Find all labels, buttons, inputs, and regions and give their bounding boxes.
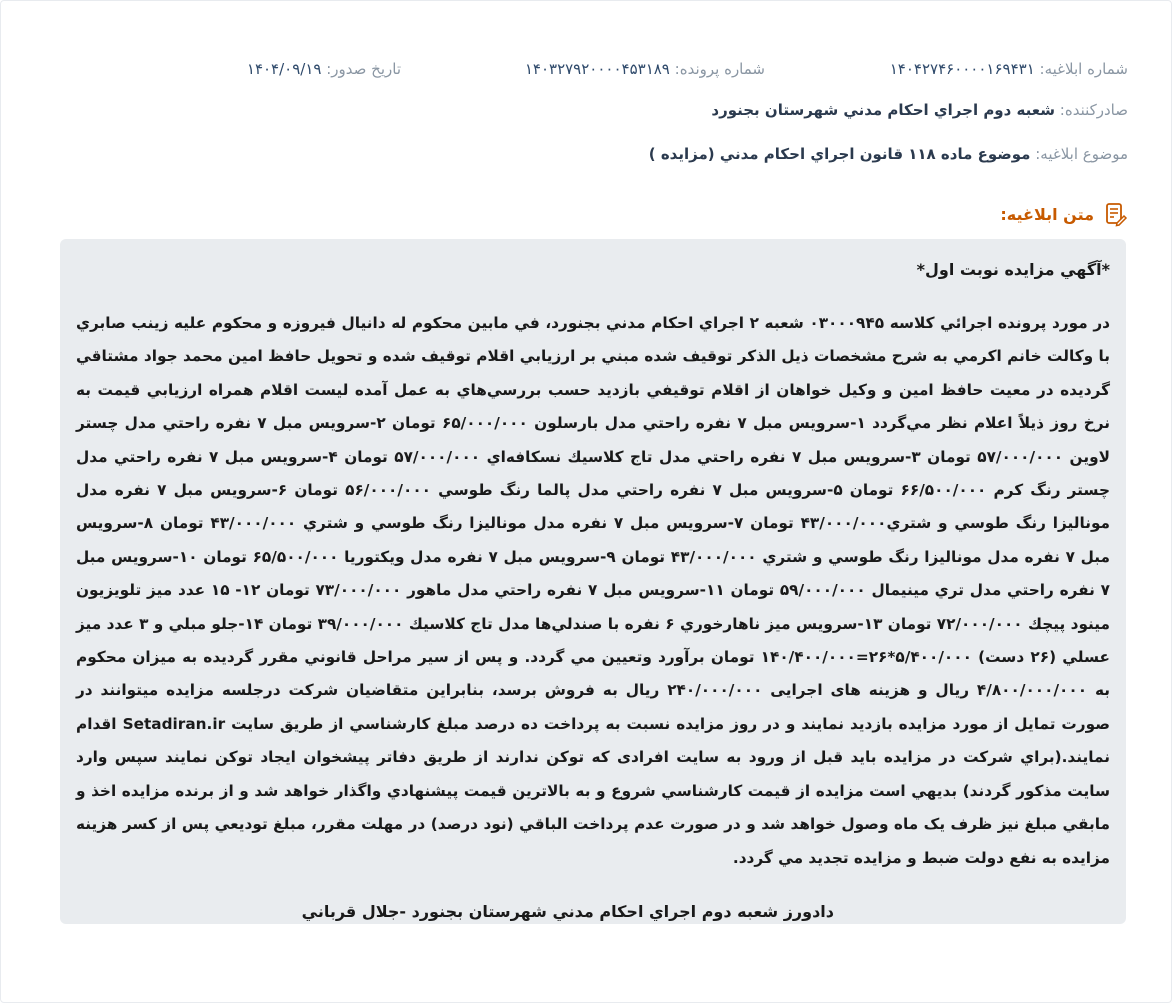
subject-row: [46, 143, 1128, 165]
notice-signature: دادورز شعبه دوم اجراي احكام مدني شهرستان بجنورد -جلال قرباني: [301, 901, 834, 921]
notice-text-box: [60, 239, 1126, 924]
issuer-row: [46, 99, 1128, 121]
issue-date-value: ۱۴۰۴/۰۹/۱۹: [246, 60, 322, 78]
subject-value: موضوع ماده ۱۱۸ قانون اجراي احکام مدني (مزايده ): [648, 145, 1031, 163]
notice-number-label: شماره ابلاغيه:: [1039, 60, 1128, 78]
notice-heading: *آگهي مزايده نوبت اول*: [916, 260, 1110, 279]
case-number-value: ۱۴۰۳۲۷۹۲۰۰۰۰۴۵۳۱۸۹: [524, 60, 670, 78]
notice-number-value: ۱۴۰۴۲۷۴۶۰۰۰۰۱۶۹۴۳۱: [889, 60, 1035, 78]
issue-date-label: تاريخ صدور:: [326, 60, 401, 78]
issuer-value: شعبه دوم اجراي احكام مدني شهرستان بجنورد: [711, 101, 1055, 119]
case-number-label: شماره پرونده:: [674, 60, 765, 78]
notice-number: [890, 58, 1128, 80]
case-number: [525, 58, 765, 80]
notice-text-label: متن ابلاغیه:: [1000, 204, 1094, 224]
notice-document-icon: [1102, 201, 1128, 227]
issuer-label: صادرکننده:: [1059, 101, 1128, 119]
issue-date: [247, 58, 401, 80]
notice-text-title: [1000, 201, 1128, 227]
notice-body: در مورد پرونده اجرائي كلاسه ۰۳۰۰۰۹۴۵ شعبه ۲ اجراي احكام مدني بجنورد، في مابين محكوم له دانيال فيروزه و محكوم عليه زينب صابري با وكالت خانم اكرمي به شرح مشخصات ذيل الذكر توقيف شده مبني بر ارزيابي اقلام توقيف شده و تحويل حافظ امين محمد جواد مشتاقي گرديده در معيت حافظ امين و وكيل خواهان از اقلام توقيفي بازديد حسب بررسي‌هاي به عمل آمده ليست اقلام همراه ارزيابي قيمت به نرخ روز ذيلاً اعلام نظر مي‌گردد ۱-سرويس مبل ۷ نفره راحتي مدل بارسلون ۶۵/۰۰۰/۰۰۰ تومان ۲-سرويس مبل ۷ نفره راحتي مدل چستر لاوين ۵۷/۰۰۰/۰۰۰ تومان ۳-سرويس مبل ۷ نفره راحتي مدل تاج كلاسيك نسكافه‌اي ۵۷/۰۰۰/۰۰۰ تومان ۴-سرويس مبل ۷ نفره راحتي مدل چستر رنگ كرم ۶۶/۵۰۰/۰۰۰ تومان ۵-سرويس مبل ۷ نفره راحتي مدل پالما رنگ طوسي ۵۶/۰۰۰/۰۰۰ تومان ۶-سرويس مبل ۷ نفره مدل موناليزا رنگ طوسي و شتري۴۳/۰۰۰/۰۰۰ تومان ۷-سرويس مبل ۷ نفره مدل موناليزا رنگ طوسي و شتري ۴۳/۰۰۰/۰۰۰ تومان ۸-سرويس مبل ۷ نفره مدل موناليزا رنگ طوسي و شتري ۴۳/۰۰۰/۰۰۰ تومان ۹-سرويس مبل ۷ نفره مدل ويكتوريا ۶۵/۵۰۰/۰۰۰ تومان ۱۰-سرويس مبل ۷ نفره راحتي مدل تري مينيمال ۵۹/۰۰۰/۰۰۰ تومان ۱۱-سرويس مبل ۷ نفره راحتي مدل ماهور ۷۳/۰۰۰/۰۰۰ تومان ۱۲- ۱۵ عدد ميز تلويزيون مينود پيچك ۷۲/۰۰۰/۰۰۰ تومان ۱۳-سرويس ميز ناهارخوري ۶ نفره با صندلي‌ها مدل تاج كلاسيك ۳۹/۰۰۰/۰۰۰ تومان ۱۴-جلو مبلي و ۳ عدد ميز عسلي (۲۶ دست) ۵/۴۰۰/۰۰۰*۲۶=۱۴۰/۴۰۰/۰۰۰ تومان برآورد وتعيين مي گردد. و پس از سير مراحل قانوني مقرر گرديده به ميزان محكوم به ۴/۸۰۰/۰۰۰/۰۰۰ ريال و هزينه های اجرایی ۲۴۰/۰۰۰/۰۰۰ ريال به فروش برسد، بنابراين متقاضيان شركت درجلسه مزايده ميتوانند در صورت تمايل از مورد مزايده بازديد نمايند و در روز مزايده نسبت به پرداخت ده درصد مبلغ كارشناسي از طريق سايت Setadiran.ir اقدام نمايند.(براي شركت در مزايده بايد قبل از ورود به سايت افرادی كه توكن ندارند از طريق دفاتر پيشخوان ايجاد توكن نمايند سپس وارد سايت مذكور گردند) بديهي است مزايده از قيمت كارشناسي شروع و به بالاترين قيمت پيشنهادي واگذار خواهد شد و از برنده مزايده اخذ و مابقي مبلغ نيز ظرف يک ماه وصول خواهد شد و در صورت عدم پرداخت الباقي (نود درصد) در مهلت مقرر، مبلغ توديعي پس از كسر هزينه مزايده به نفع دولت ضبط و مزايده تجديد مي گردد.: [76, 314, 1111, 867]
subject-label: موضوع ابلاغيه:: [1035, 145, 1128, 163]
